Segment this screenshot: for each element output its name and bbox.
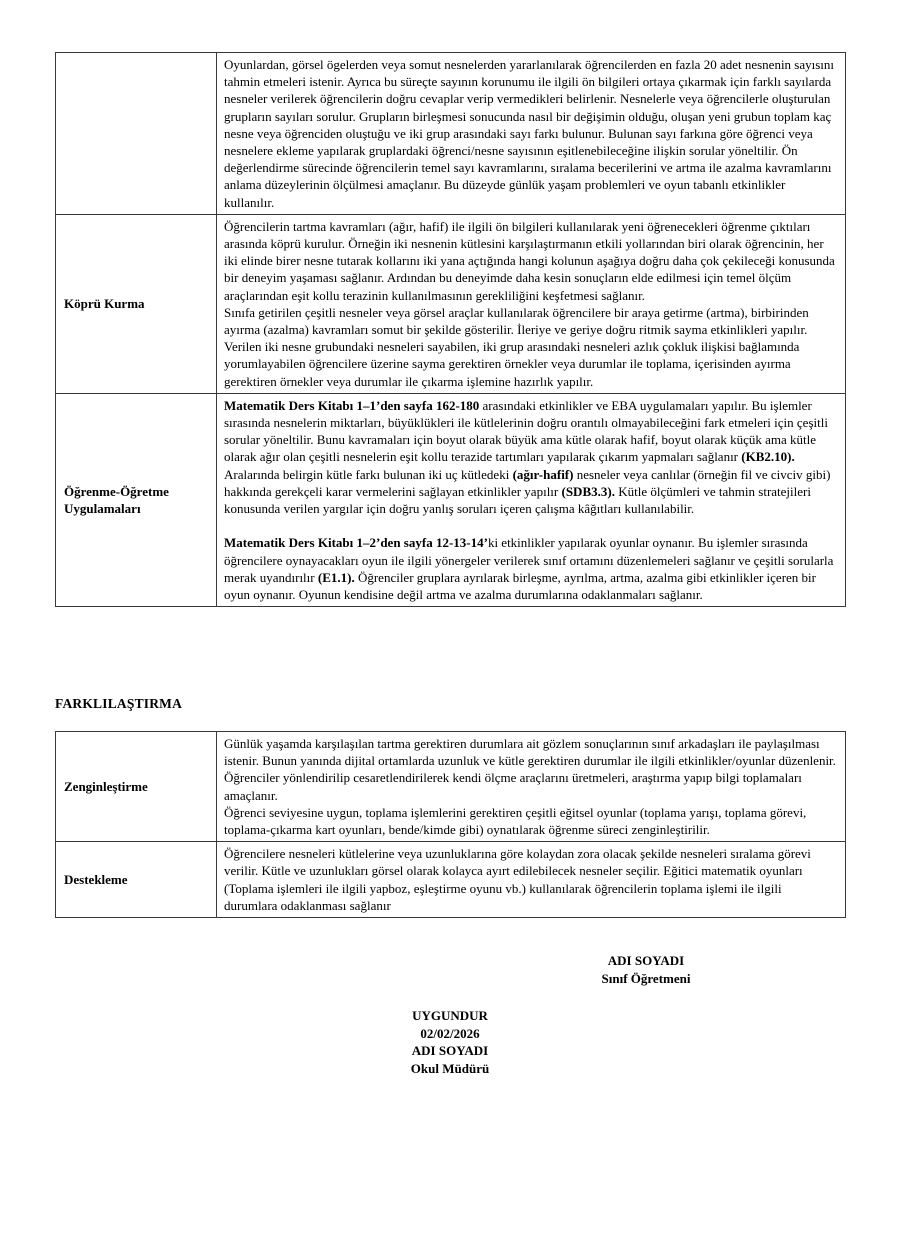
table-row <box>56 732 846 842</box>
row-label: Köprü Kurma <box>56 214 217 393</box>
table-row <box>56 393 846 606</box>
lesson-plan-table <box>55 52 846 607</box>
table-row <box>56 842 846 918</box>
principal-title: Okul Müdürü <box>410 1060 490 1076</box>
paragraph: Matematik Ders Kitabı 1–2’den sayfa 12-13-14’ki etkinlikler yapılarak oyunlar oynanır. Bu işlemler sırasında öğrencilere oynayacakları oyun ile ilgili yönergeler verilerek sınıf ortamını düzenlemeleri sağlanır ve çeşitli sorularla merak uyandırılır (E1.1). Öğrenciler gruplara ayrılarak birleşme, ayrılma, artma, azalma gibi etkinlikler içeren bir oyun oynanır. Oyunun kendisine değil artma ve azalma durumlarına odaklanmaları sağlanır. <box>224 535 834 603</box>
paragraph: Öğrenci seviyesine uygun, toplama işlemlerini gerektiren çeşitli eğitsel oyunlar (toplama yarışı, toplama görevi, toplama-çıkarma kart oyunları, bende/kimde gibi) oynatılarak öğrenme süreci zenginleştirilir. <box>224 804 807 838</box>
row-content <box>217 732 846 842</box>
teacher-title: Sınıf Öğretmeni <box>601 970 691 986</box>
paragraph: Oyunlardan, görsel ögelerden veya somut nesnelerden yararlanılarak öğrencilerden en fazla 20 adet nesnenin sayısını tahmin etmeleri istenir. Ayrıca bu süreçte sayının korunumu ile ilgili ön bilgileri ortaya çıkarmak için farklı sayılarda nesneler verilerek öğrencilerin doğru cevaplar verip vermedikleri belirlenir. Nesnelerle veya öğrencilerle oluşturulan grupların sayıları sorulur. Grupların birleşmesi sonucunda nasıl bir değişimin olduğu, oluşan yeni grubun toplam kaç nesne veya öğrenciden oluştuğu ve iki grup arasındaki sayı farkı bulunur. Bulunan sayı farkına göre öğrenci veya nesnelere ekleme yapılarak gruplardaki öğrenci/nesne sayısının eşitlenebileceğine ilişkin sorular yöneltilir. Ön değerlendirme sürecinde öğrencilerin temel sayı kavramlarını, sıralama becerilerini ve artma ile azalma kavramlarını anlama düzeylerinin ölçülmesi amaçlanır. Bu düzeyde günlük yaşam problemleri ve oyun tabanlı etkinlikler kullanılır. <box>224 57 835 210</box>
row-content <box>217 214 846 393</box>
paragraph: Sınıfa getirilen çeşitli nesneler veya görsel araçlar kullanılarak öğrencilere bir araya getirme (artma), birbirinden ayırma (azalma) kavramları somut bir şekilde gösterilir. İleriye ve geriye doğru ritmik sayma etkinlikleri yapılır. Verilen iki nesne grubundaki nesneleri sayabilen, iki grup arasındaki nesneleri azlık çokluk ilişkisi bağlamında yorumlayabilen öğrencilere üzerine sayma gerektiren örnekler veya durumlar ile toplama, içerisinden ayırma gerektiren örnekler veya durumlar ile çıkarma işlemine hazırlık yapılır. <box>224 304 809 389</box>
paragraph: Öğrencilere nesneleri kütlelerine veya uzunluklarına göre kolaydan zora olacak şekilde nesneleri sıralama görevi verilir. Kütle ve uzunlukları görsel olarak kolayca ayırt edilebilecek nesneler seçilir. Eğitici matematik oyunları (Toplama işlemleri ile ilgili yapboz, eşleştirme oyunu vb.) kullanılarak öğrencilerin toplama işlemi ile ilgili durumlara odaklanması sağlanır <box>224 846 811 913</box>
row-content <box>217 53 846 215</box>
row-content <box>217 842 846 918</box>
table-row <box>56 214 846 393</box>
principal-name: ADI SOYADI <box>411 1043 489 1058</box>
row-label: Öğrenme-Öğretme Uygulamaları <box>56 393 217 606</box>
row-content <box>217 393 846 606</box>
paragraph: Öğrencilerin tartma kavramları (ağır, hafif) ile ilgili ön bilgileri kullanılarak yeni öğrenecekleri öğrenme çıktıları arasında köprü kurulur. Örneğin iki nesnenin kütlesini karşılaştırmanın etkili yollarından biri olarak öğrencinin, her iki elinde birer nesne tutarak kollarını iki yana açtığında hangi kolunun aşağıya doğru daha çok çekileceği konusunda bir deneyim yaşaması sağlanır. Ardından bu deneyimde daha kesin sonuçların elde edilmesi için temel ölçüm araçlarından eşit kollu terazinin kullanılmasının gerekliliğini keşfetmesi sağlanır. <box>224 218 835 303</box>
approval-label: UYGUNDUR <box>412 1008 488 1023</box>
teacher-signature-block <box>536 952 756 987</box>
row-label: Zenginleştirme <box>56 732 217 842</box>
teacher-name: ADI SOYADI <box>607 953 685 968</box>
row-label <box>56 53 217 215</box>
row-label: Destekleme <box>56 842 217 918</box>
paragraph: Matematik Ders Kitabı 1–1’den sayfa 162-180 arasındaki etkinlikler ve EBA uygulamaları yapılır. Bu işlemler sırasında nesnelerin miktarları, büyüklükleri ile kütlelerinin doğru orantılı olmayabileceğini fark etmeleri için çeşitli sorular yöneltilir. Bunu kavramaları için boyut olarak büyük ama kütle olarak hafif, boyut olarak küçük ama kütle olarak ağır olan çeşitli nesnelerin eşit kollu terazide tartımları yapılarak çıkarım yapmaları sağlanır (KB2.10). Aralarında belirgin kütle farkı bulunan iki uç kütledeki (ağır-hafif) nesneler veya canlılar (örneğin fil ve civciv gibi) hakkında gerekçeli karar vermelerini sağlayan etkinlikler yapılır (SDB3.3). Kütle ölçümleri ve tahmin stratejileri konusunda verilen yargılar için doğru yanlış soruları içeren çalışma kâğıtları kullanılabilir. <box>224 397 831 517</box>
section-heading-farklilastirma: FARKLILAŞTIRMA <box>55 696 183 711</box>
table-row <box>56 53 846 215</box>
blank-line <box>224 517 838 534</box>
principal-approval-block <box>340 1007 560 1077</box>
paragraph: Günlük yaşamda karşılaşılan tartma gerektiren durumlara ait gözlem sonuçlarının sınıf arkadaşları ile paylaşılması istenir. Bunun yanında dijital ortamlarda uzunluk ve kütle gerektiren durumlar ile ilgili etkinlikler/oyunlar düzenlenir. Öğrenciler yönlendirilip cesaretlendirilerek kendi ölçme araçlarını üretmeleri, araştırma yapıp bilgi toplamaları amaçlanır. <box>224 736 836 803</box>
approval-date: 02/02/2026 <box>420 1025 480 1041</box>
differentiation-table <box>55 731 846 918</box>
